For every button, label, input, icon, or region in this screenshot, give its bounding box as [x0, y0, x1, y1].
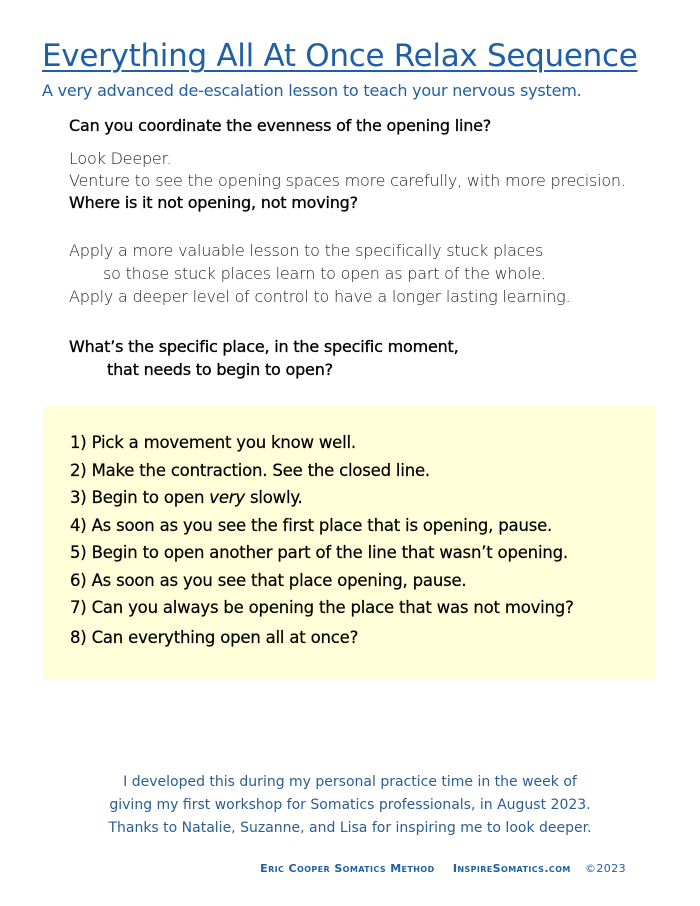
apply-lesson-text: Apply a more valuable lesson to the specifically stuck places: [69, 241, 544, 260]
look-deeper-text: Look Deeper.: [69, 149, 172, 168]
step-1: 1) Pick a movement you know well.: [70, 433, 356, 452]
footer-note-2: giving my first workshop for Somatics professionals, in August 2023.: [109, 797, 591, 813]
step-4: 4) As soon as you see the first place that is opening, pause.: [70, 516, 553, 535]
step-3-emphasis: very: [209, 488, 245, 507]
brand-name: Eric Cooper Somatics Method: [260, 862, 435, 875]
question-evenness: Can you coordinate the evenness of the opening line?: [69, 116, 492, 135]
stuck-places-text: so those stuck places learn to open as part of the whole.: [103, 264, 546, 283]
credits: [260, 862, 626, 875]
step-7: 7) Can you always be opening the place that was not moving?: [70, 598, 574, 617]
step-6: 6) As soon as you see that place opening, pause.: [70, 571, 467, 590]
footer-note-1: I developed this during my personal practice time in the week of: [123, 774, 577, 790]
page-subtitle: A very advanced de-escalation lesson to teach your nervous system.: [42, 81, 582, 100]
copyright: ©2023: [585, 862, 626, 875]
question-specific-place: What’s the specific place, in the specific moment,: [69, 337, 459, 356]
footer-note-3: Thanks to Natalie, Suzanne, and Lisa for inspiring me to look deeper.: [108, 820, 592, 836]
step-3: [70, 488, 303, 507]
step-5: 5) Begin to open another part of the line that wasn’t opening.: [70, 543, 568, 562]
steps-box: [43, 406, 655, 680]
question-begin-open: that needs to begin to open?: [107, 360, 333, 379]
apply-control-text: Apply a deeper level of control to have a longer lasting learning.: [69, 287, 571, 306]
page-title: Everything All At Once Relax Sequence: [42, 38, 638, 74]
step-3-end: slowly.: [249, 488, 303, 507]
step-2: 2) Make the contraction. See the closed line.: [70, 461, 430, 480]
venture-text: Venture to see the opening spaces more carefully, with more precision.: [69, 171, 626, 190]
step-3-start: 3) Begin to open: [70, 488, 205, 507]
website-link[interactable]: InspireSomatics.com: [452, 862, 571, 875]
step-8: 8) Can everything open all at once?: [70, 628, 359, 647]
question-not-opening: Where is it not opening, not moving?: [69, 193, 358, 212]
